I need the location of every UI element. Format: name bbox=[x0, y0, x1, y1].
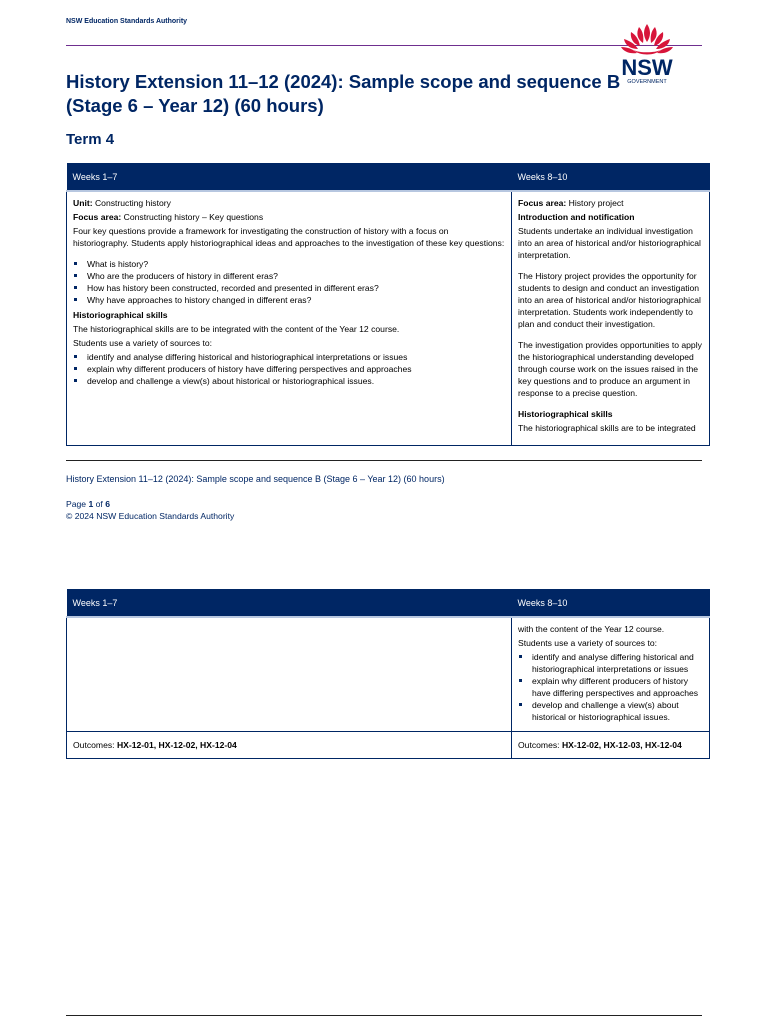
list-item: develop and challenge a view(s) about historical or historiographical issues. bbox=[518, 699, 703, 723]
unit-label: Unit: bbox=[73, 198, 93, 208]
scope-sequence-table bbox=[66, 163, 710, 446]
intro-heading: Introduction and notification bbox=[518, 212, 635, 222]
waratah-icon bbox=[621, 24, 673, 55]
weeks-8-10-outcomes: Outcomes: HX-12-02, HX-12-03, HX-12-04 bbox=[512, 732, 710, 759]
key-questions-list bbox=[73, 258, 505, 306]
term-heading: Term 4 bbox=[66, 131, 115, 148]
skills-text-partial: The historiographical skills are to be integrated bbox=[518, 423, 696, 433]
unit-value: Constructing history bbox=[94, 198, 171, 208]
weeks-1-7-header: Weeks 1–7 bbox=[67, 163, 512, 191]
scope-sequence-table-continued bbox=[66, 589, 710, 759]
list-item: Why have approaches to history changed in different eras? bbox=[73, 294, 505, 306]
footer-divider bbox=[66, 460, 702, 461]
list-item: Who are the producers of history in different eras? bbox=[73, 270, 505, 282]
weeks-8-10-header: Weeks 8–10 bbox=[512, 163, 710, 191]
outcomes-codes: HX-12-01, HX-12-02, HX-12-04 bbox=[116, 740, 237, 750]
copyright: © 2024 NSW Education Standards Authority bbox=[66, 511, 235, 521]
list-item: How has history been constructed, recorded and presented in different eras? bbox=[73, 282, 505, 294]
list-item: develop and challenge a view(s) about historical or historiographical issues. bbox=[73, 375, 505, 387]
sources-text: Students use a variety of sources to: bbox=[73, 338, 213, 348]
footer-divider bbox=[66, 1015, 702, 1016]
weeks-8-10-header: Weeks 8–10 bbox=[512, 589, 710, 617]
organisation-name: NSW Education Standards Authority bbox=[66, 18, 188, 25]
sources-list bbox=[518, 651, 703, 723]
page-total: 6 bbox=[105, 499, 110, 509]
footer-title: History Extension 11–12 (2024): Sample scope and sequence B (Stage 6 – Year 12) (60 hours) bbox=[66, 474, 445, 484]
outcomes-codes: HX-12-02, HX-12-03, HX-12-04 bbox=[561, 740, 682, 750]
list-item: explain why different producers of history have differing perspectives and approaches bbox=[518, 675, 703, 699]
header-divider bbox=[66, 45, 702, 46]
weeks-1-7-header: Weeks 1–7 bbox=[67, 589, 512, 617]
project-paragraph-1: Students undertake an individual investigation into an area of historical and/or historiographical interpretation. bbox=[518, 226, 701, 260]
skills-text-continued: with the content of the Year 12 course. bbox=[518, 624, 665, 634]
key-questions-intro: Four key questions provide a framework for investigating the construction of history with a focus on historiography. Students apply historiographical ideas and approaches to the investigation of these key questions: bbox=[73, 226, 505, 248]
focus-value: Constructing history – Key questions bbox=[123, 212, 264, 222]
skills-heading: Historiographical skills bbox=[518, 409, 613, 419]
skills-heading: Historiographical skills bbox=[73, 310, 168, 320]
focus-label: Focus area: bbox=[73, 212, 122, 222]
weeks-8-10-cell bbox=[512, 617, 710, 732]
list-item: identify and analyse differing historical and historiographical interpretations or issues bbox=[518, 651, 703, 675]
list-item: What is history? bbox=[73, 258, 505, 270]
focus-value: History project bbox=[568, 198, 624, 208]
page-title: History Extension 11–12 (2024): Sample scope and sequence B (Stage 6 – Year 12) (60 hours) bbox=[66, 71, 621, 116]
list-item: identify and analyse differing historical and historiographical interpretations or issues bbox=[73, 351, 505, 363]
project-paragraph-2: The History project provides the opportunity for students to design and conduct an investigation into an area of historical and/or historiographical interpretation. Students work independently to plan and conduct their investigation. bbox=[518, 271, 701, 329]
sources-text: Students use a variety of sources to: bbox=[518, 638, 658, 648]
sources-list bbox=[73, 351, 505, 387]
project-paragraph-3: The investigation provides opportunities to apply the historiographical understanding developed through course work on the issues raised in the key questions and to produce an argument in response to a precise question. bbox=[518, 340, 702, 398]
focus-label: Focus area: bbox=[518, 198, 567, 208]
weeks-1-7-cell-empty bbox=[67, 617, 512, 732]
logo-word: NSW bbox=[621, 55, 673, 80]
logo-subword: GOVERNMENT bbox=[627, 79, 667, 84]
weeks-8-10-cell bbox=[512, 191, 710, 446]
page-indicator: Page 1 of 6 bbox=[66, 499, 110, 509]
skills-text: The historiographical skills are to be integrated with the content of the Year 12 course. bbox=[73, 324, 400, 334]
page-number: 1 bbox=[88, 499, 94, 509]
weeks-1-7-cell bbox=[67, 191, 512, 446]
list-item: explain why different producers of history have differing perspectives and approaches bbox=[73, 363, 505, 375]
weeks-1-7-outcomes: Outcomes: HX-12-01, HX-12-02, HX-12-04 bbox=[67, 732, 512, 759]
